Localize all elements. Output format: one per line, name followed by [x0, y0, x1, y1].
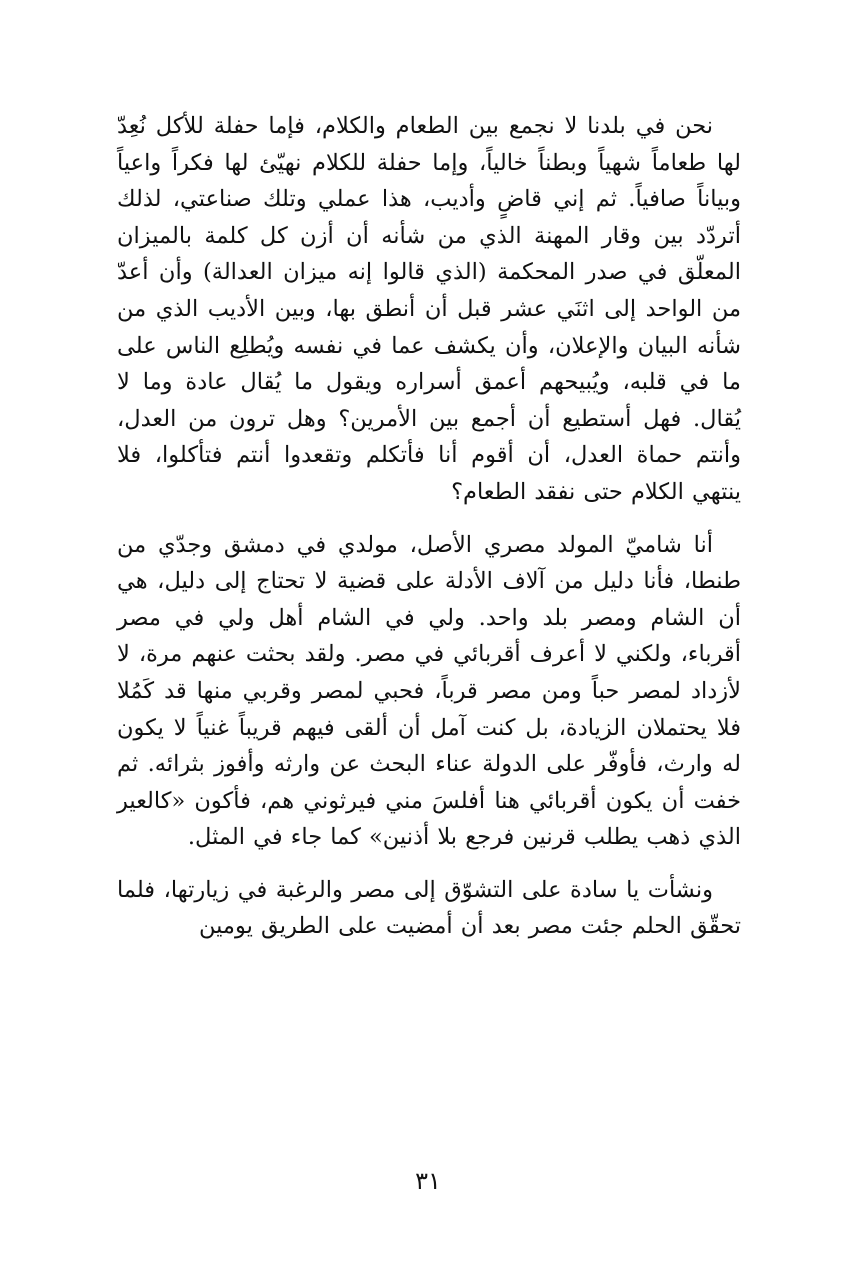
paragraph-2: أنا شاميّ المولد مصري الأصل، مولدي في دمشق وجدّي من طنطا، فأنا دليل من آلاف الأدلة على قضية لا تحتاج إلى دليل، هي أن الشام ومصر بلد واحد. ولي في الشام أهل ولي في مصر أقرباء، ولكني لا أعرف أقربائي في مصر. ولقد بحثت عنهم مرة، لا لأزداد لمصر حباً ومن مصر قرباً، فحبي لمصر وقربي منها قد كَمُلا فلا يحتملان الزيادة، بل كنت آمل أن ألقى فيهم قريباً غنياً لا يكون له وارث، فأوفّر على الدولة عناء البحث عن وارثه وأفوز بثرائه. ثم خفت أن يكون أقربائي هنا أفلسَ مني فيرثوني هم، فأكون «كالعير الذي ذهب يطلب قرنين فرجع بلا أذنين» كما جاء في المثل. [117, 531, 741, 851]
page-body [117, 108, 741, 961]
paragraph-1: نحن في بلدنا لا نجمع بين الطعام والكلام، فإما حفلة للأكل نُعِدّ لها طعاماً شهياً وبطناً خالياً، وإما حفلة للكلام نهيّئ لها فكراً واعياً وبياناً صافياً. ثم إني قاضٍ وأديب، هذا عملي وتلك صناعتي، لذلك أتردّد بين وقار المهنة الذي من شأنه أن أزن كل كلمة بالميزان المعلّق في صدر المحكمة (الذي قالوا إنه ميزان العدالة) وأن أعدّ من الواحد إلى اثنَي عشر قبل أن أنطق بها، وبين الأديب الذي من شأنه البيان والإعلان، وأن يكشف عما في نفسه ويُطلِع الناس على ما في قلبه، ويُبيحهم أعمق أسراره ويقول ما يُقال عادة وما لا يُقال. فهل أستطيع أن أجمع بين الأمرين؟ وهل ترون من العدل، وأنتم حماة العدل، أن أقوم أنا فأتكلم وتقعدوا أنتم فتأكلوا، فلا ينتهي الكلام حتى نفقد الطعام؟ [117, 113, 741, 505]
paragraph-3: ونشأت يا سادة على التشوّق إلى مصر والرغبة في زيارتها، فلما تحقّق الحلم جئت مصر بعد أن أمضيت على الطريق يومين [117, 876, 741, 940]
page-number: ٣١ [415, 1167, 441, 1195]
